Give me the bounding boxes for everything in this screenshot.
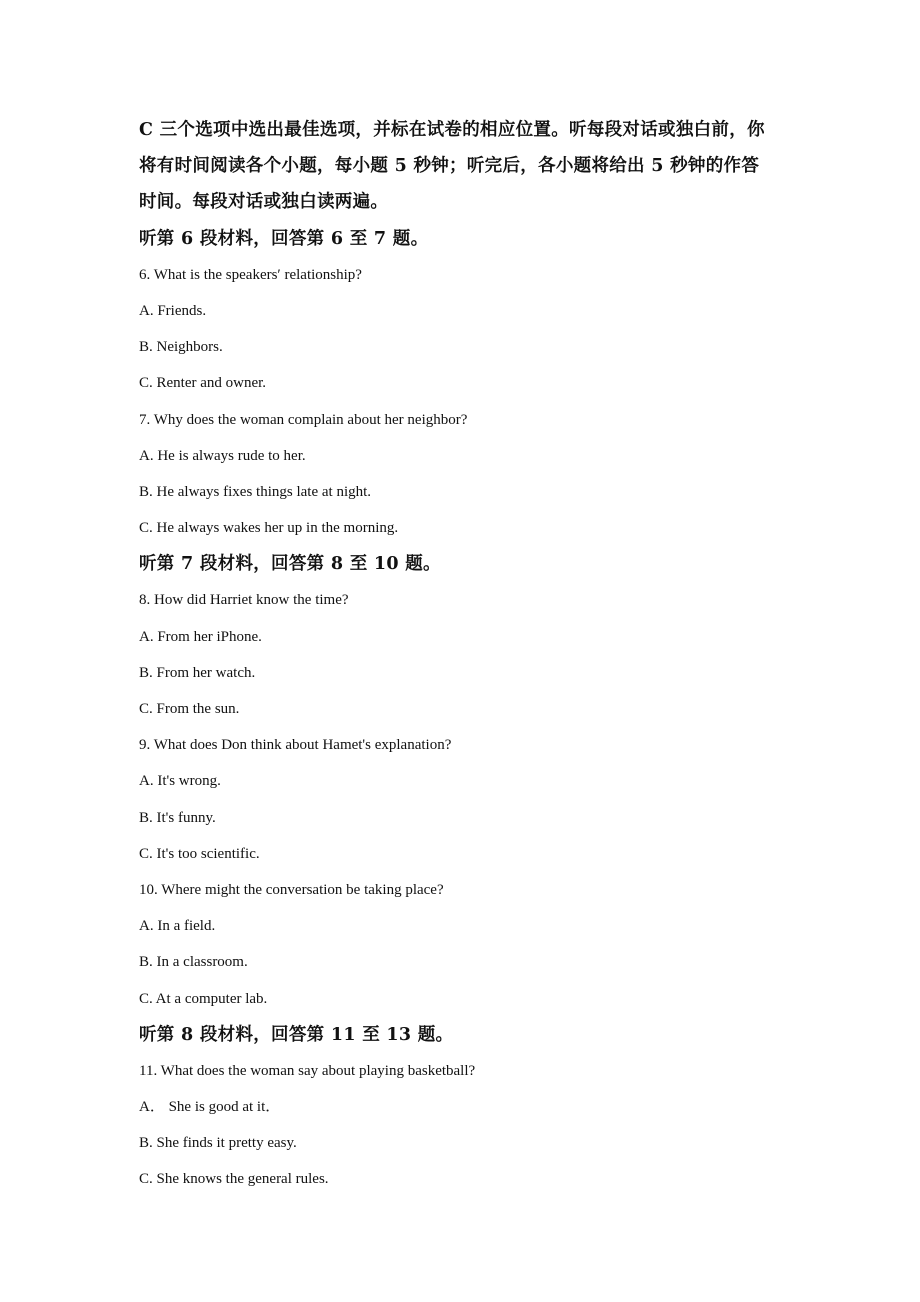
answer-option: B. She finds it pretty easy. xyxy=(139,1135,297,1152)
instruction-text: 时间。每段对话或独白读两遍。 xyxy=(139,192,389,213)
answer-option: C. She knows the general rules. xyxy=(139,1171,329,1188)
answer-option: C. Renter and owner. xyxy=(139,375,267,392)
section-heading: 听第 7 段材料，回答第 8 至 10 题。 xyxy=(139,554,441,575)
question-text: 6. What is the speakers′ relationship? xyxy=(139,266,362,283)
section-heading: 听第 8 段材料，回答第 11 至 13 题。 xyxy=(139,1024,454,1045)
section-heading: 听第 6 段材料，回答第 6 至 7 题。 xyxy=(139,228,429,249)
answer-option: C. It's too scientific. xyxy=(139,845,260,862)
instruction-text: 将有时间阅读各个小题，每小题 5 秒钟；听完后，各小题将给出 5 秒钟的作答 xyxy=(139,156,760,177)
answer-option: A. From her iPhone. xyxy=(139,628,262,645)
question-text: 10. Where might the conversation be taking place? xyxy=(139,881,444,898)
answer-option: C. From the sun. xyxy=(139,701,240,717)
instruction-text: C 三个选项中选出最佳选项，并标在试卷的相应位置。听每段对话或独白前，你 xyxy=(139,120,765,140)
answer-option: A. It's wrong. xyxy=(139,773,221,790)
answer-option: B. It's funny. xyxy=(139,809,216,826)
question-text: 7. Why does the woman complain about her neighbor? xyxy=(139,411,468,428)
question-text: 9. What does Don think about Hamet's explanation? xyxy=(139,737,452,754)
answer-option: C. At a computer lab. xyxy=(139,990,268,1007)
answer-option: B. In a classroom. xyxy=(139,954,248,971)
answer-option: A. Friends. xyxy=(139,302,207,319)
answer-option: C. He always wakes her up in the morning. xyxy=(139,520,399,537)
answer-option: B. He always fixes things late at night. xyxy=(139,483,372,500)
answer-option: B. Neighbors. xyxy=(139,339,223,356)
answer-option: A． She is good at it． xyxy=(139,1099,281,1116)
question-text: 8. How did Harriet know the time? xyxy=(139,592,349,609)
answer-option: A. He is always rude to her. xyxy=(139,447,306,464)
answer-option: B. From her watch. xyxy=(139,664,256,681)
answer-option: A. In a field. xyxy=(139,918,216,935)
question-text: 11. What does the woman say about playing basketball? xyxy=(139,1062,476,1079)
document-page xyxy=(139,112,799,1198)
